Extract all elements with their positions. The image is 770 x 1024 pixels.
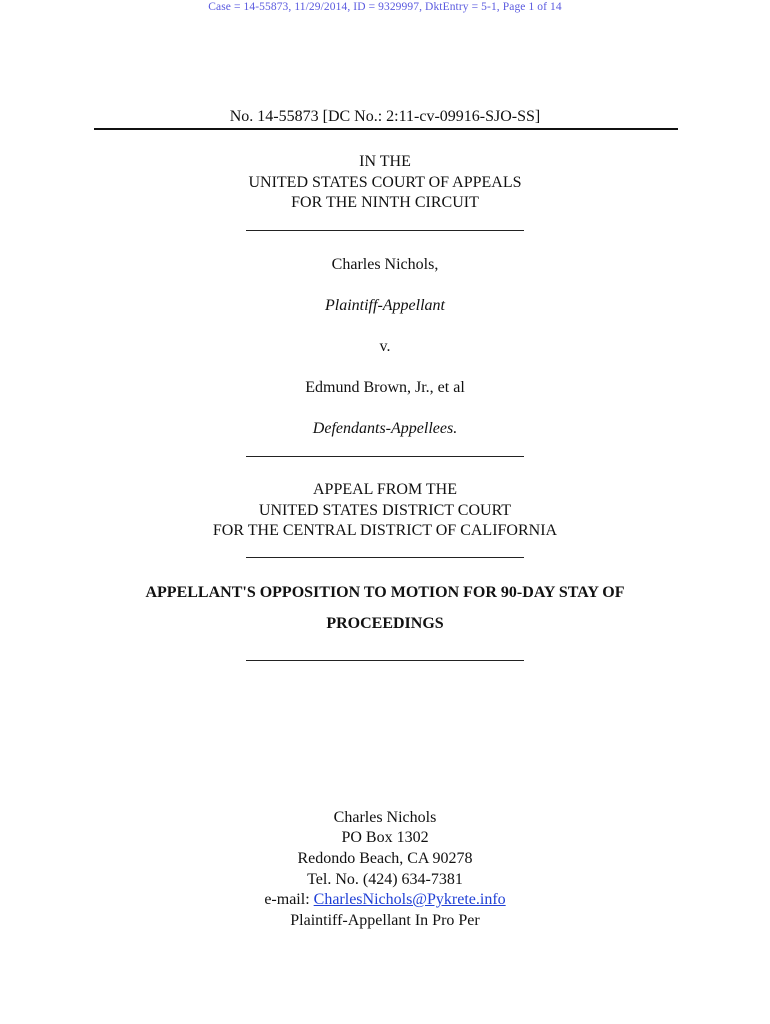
contact-phone: Tel. No. (424) 634-7381: [307, 871, 463, 888]
court-line-2: UNITED STATES COURT OF APPEALS: [248, 174, 522, 191]
court-line-1: IN THE: [359, 153, 411, 170]
appeal-line-2: UNITED STATES DISTRICT COURT: [258, 502, 512, 519]
divider-rule: [246, 456, 524, 457]
contact-name: Charles Nichols: [333, 809, 437, 826]
plaintiff-role: Plaintiff-Appellant: [325, 297, 445, 314]
header-rule: [94, 128, 678, 130]
contact-role: Plaintiff-Appellant In Pro Per: [290, 912, 480, 929]
document-title-line-2: PROCEEDINGS: [326, 615, 444, 632]
contact-po-box: PO Box 1302: [341, 829, 429, 846]
appeal-line-1: APPEAL FROM THE: [312, 481, 458, 498]
divider-rule: [246, 230, 524, 231]
divider-rule: [246, 557, 524, 558]
contact-email-line: [0, 890, 770, 910]
versus: v.: [379, 338, 391, 355]
plaintiff-name: Charles Nichols,: [331, 256, 439, 273]
defendant-role: Defendants-Appellees.: [312, 420, 458, 437]
email-link[interactable]: CharlesNichols@Pykrete.info: [313, 891, 506, 908]
document-title-line-1: APPELLANT'S OPPOSITION TO MOTION FOR 90-DAY STAY OF: [145, 584, 625, 601]
divider-rule: [246, 660, 524, 661]
appeal-line-3: FOR THE CENTRAL DISTRICT OF CALIFORNIA: [212, 522, 558, 539]
defendant-name: Edmund Brown, Jr., et al: [305, 379, 465, 396]
email-label: e-mail:: [264, 891, 314, 908]
court-line-3: FOR THE NINTH CIRCUIT: [291, 194, 479, 211]
contact-city: Redondo Beach, CA 90278: [297, 850, 473, 867]
case-number: No. 14-55873 [DC No.: 2:11-cv-09916-SJO-SS]: [229, 108, 541, 125]
ecf-header-stamp: Case = 14-55873, 11/29/2014, ID = 9329997, DktEntry = 5-1, Page 1 of 14: [208, 1, 562, 13]
